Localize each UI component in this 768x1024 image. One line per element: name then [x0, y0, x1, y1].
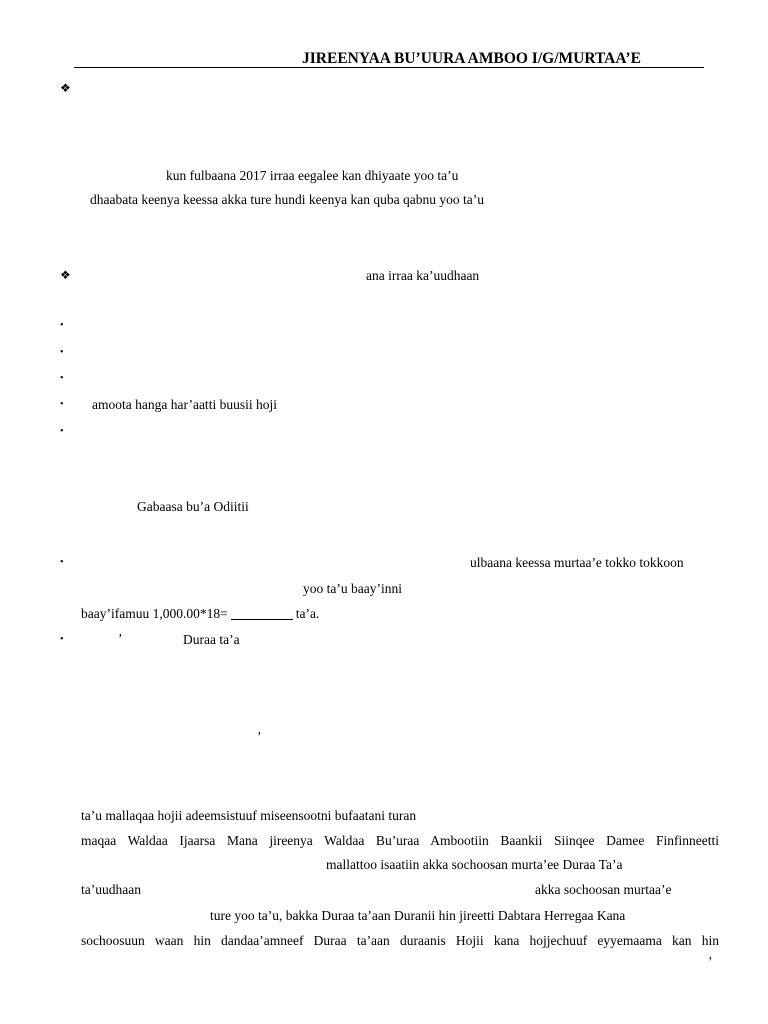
section2-heading: ana irraa ka’uudhaan — [366, 268, 480, 283]
section4-line4-right: akka sochoosan murtaa’e — [535, 882, 672, 897]
apostrophe-mark: ’ — [118, 631, 123, 646]
diamond-bullet-icon: ❖ — [60, 268, 71, 282]
apostrophe-mark: ’ — [257, 729, 262, 744]
section1-line2: dhaabata keenya keessa akka ture hundi keenya kan quba qabnu yoo ta’u — [90, 192, 484, 207]
section4-line5: ture yoo ta’u, bakka Duraa ta’aan Duranii hin jireetti Dabtara Herregaa Kana — [210, 908, 626, 923]
section3-item2-text: Duraa ta’a — [183, 632, 240, 647]
gabaasa-label: Gabaasa bu’a Odiitii — [137, 499, 249, 514]
section3-item1-right: ulbaana keessa murtaa’e tokko tokkoon — [470, 555, 684, 570]
calc-end: ta’a. — [295, 606, 320, 621]
section4-line4-left: ta’uudhaan — [81, 882, 141, 897]
dot-bullet-icon: • — [60, 426, 64, 437]
diamond-bullet-icon: ❖ — [60, 81, 71, 95]
section4-line3: mallattoo isaatiin akka sochoosan murta’ee Duraa Ta’a — [326, 857, 623, 872]
section1-line1: kun fulbaana 2017 irraa eegalee kan dhiyaate yoo ta’u — [166, 168, 459, 183]
title-underline — [74, 67, 704, 68]
blank-field — [231, 609, 293, 620]
section4-line2: maqaa Waldaa Ijaarsa Mana jireenya Waldaa Bu’uraa Ambootiin Baankii Siinqee Damee Finfinneetti — [81, 833, 719, 848]
dot-bullet-icon: • — [60, 347, 64, 358]
dot-bullet-icon: • — [60, 557, 64, 568]
section4-line1: ta’u mallaqaa hojii adeemsistuuf miseensootni bufaatani turan — [81, 808, 417, 823]
section3-item1-calc-line — [81, 607, 319, 621]
dot-bullet-icon: • — [60, 634, 64, 645]
apostrophe-mark: ’ — [708, 954, 713, 969]
dot-bullet-icon: • — [60, 320, 64, 331]
dot-bullet-icon: • — [60, 373, 64, 384]
page-title: JIREENYAA BU’UURA AMBOO I/G/MURTAA’E — [302, 50, 641, 67]
section3-item1-mid: yoo ta’u baay’inni — [303, 581, 402, 596]
section2-item4: amoota hanga har’aatti buusii hoji — [92, 397, 277, 412]
dot-bullet-icon: • — [60, 399, 64, 410]
section4-line6: sochoosuun waan hin dandaa’amneef Duraa ta’aan duraanis Hojii kana hojjechuuf eyyemaama kan hin — [81, 933, 719, 948]
calc-text: baay’ifamuu 1,000.00*18= — [81, 606, 228, 621]
